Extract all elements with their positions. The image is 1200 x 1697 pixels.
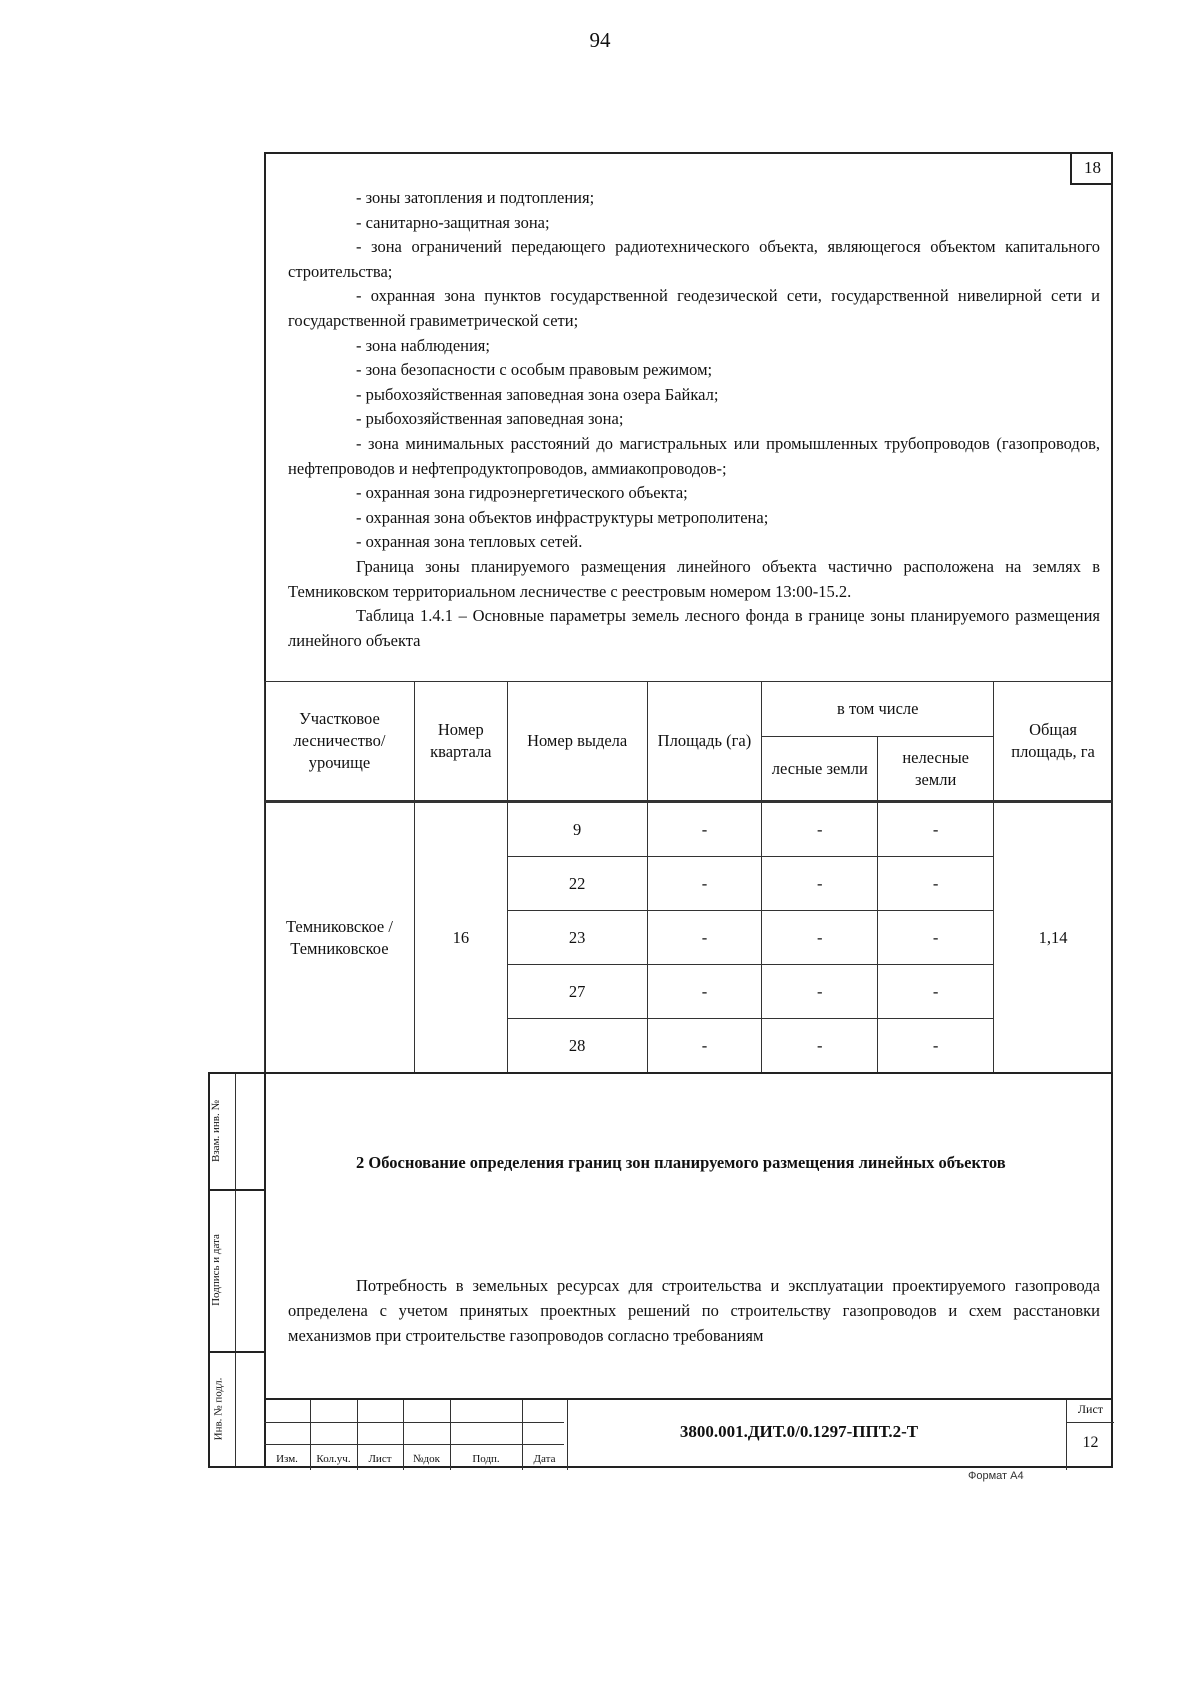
forest-cell: -: [762, 911, 878, 965]
forest-cell: -: [762, 802, 878, 857]
table-caption: Таблица 1.4.1 – Основные параметры земель лесного фонда в границе зоны планируемого размещения линейного объекта: [288, 606, 1100, 650]
nonforest-cell: -: [878, 911, 994, 965]
table-row: [265, 802, 1113, 857]
sheet-corner-number: 18: [1070, 152, 1113, 185]
list-item: - охранная зона тепловых сетей.: [356, 532, 583, 552]
allotment-cell: 27: [507, 965, 647, 1019]
nonforest-cell: -: [878, 965, 994, 1019]
title-block: [264, 1398, 1113, 1470]
list-item: - охранная зона объектов инфраструктуры метрополитена;: [356, 507, 769, 527]
boundary-paragraph: Граница зоны планируемого размещения линейного объекта частично расположена на землях в Темниковском территориальном лесничестве с реестровым номером 13:00-15.2.: [288, 556, 1100, 601]
nonforest-cell: -: [878, 1019, 994, 1074]
list-item: - зона наблюдения;: [356, 335, 490, 355]
side-label-inventory: Инв. № подл.: [212, 1377, 225, 1440]
header-allotment: Номер выдела: [507, 682, 647, 802]
header-forestry: Участковое лесничество/урочище: [265, 682, 415, 802]
sheet-number: 12: [1082, 1434, 1099, 1451]
side-cell-signature: [210, 1191, 266, 1353]
area-cell: -: [647, 965, 762, 1019]
col-label-date: Дата: [533, 1453, 556, 1465]
area-cell: -: [647, 802, 762, 857]
header-area: Площадь (га): [647, 682, 762, 802]
side-stamp-strip: [208, 1072, 264, 1468]
col-label-count: Кол.уч.: [316, 1453, 351, 1465]
side-cell-replace: [210, 1074, 266, 1191]
side-label-signature: Подпись и дата: [209, 1234, 222, 1306]
list-item: - зона безопасности с особым правовым режимом;: [356, 360, 713, 380]
header-nonforest-land: нелесные земли: [878, 737, 994, 802]
header-including: в том числе: [762, 682, 994, 737]
page-number: 94: [589, 28, 611, 52]
total-cell: 1,14: [994, 802, 1113, 1074]
section-paragraph: Потребность в земельных ресурсах для строительства и эксплуатации проектируемого газопровода определена с учетом принятых проектных решений по строительству газопроводов и схем расстановки механизмов при строительстве газопроводов согласно требованиям: [288, 1276, 1100, 1345]
allotment-cell: 22: [507, 857, 647, 911]
allotment-cell: 23: [507, 911, 647, 965]
header-forest-land: лесные земли: [762, 737, 878, 802]
list-item: - охранная зона пунктов государственной геодезической сети, государственной нивелирной сети и государственной гравиметрической сети;: [288, 286, 1100, 330]
list-item: - рыбохозяйственная заповедная зона озера Байкал;: [356, 384, 719, 404]
area-cell: -: [647, 1019, 762, 1074]
side-label-replace: Взам. инв. №: [210, 1099, 222, 1162]
nonforest-cell: -: [878, 802, 994, 857]
quarter-cell: 16: [414, 802, 507, 1074]
header-quarter: Номер квартала: [414, 682, 507, 802]
area-cell: -: [647, 911, 762, 965]
sheet-number-box: [1066, 1400, 1114, 1470]
col-label-sheet: Лист: [368, 1453, 392, 1465]
allotment-cell: 28: [507, 1019, 647, 1074]
zone-list: [288, 186, 1100, 653]
section-heading: 2 Обоснование определения границ зон планируемого размещения линейных объектов: [356, 1153, 1006, 1172]
sheet-label: Лист: [1077, 1402, 1104, 1416]
document-code: 3800.001.ДИТ.0/0.1297-ППТ.2-Т: [679, 1422, 919, 1441]
list-item: - зоны затопления и подтопления;: [356, 188, 595, 207]
col-label-signature: Подп.: [472, 1453, 500, 1465]
format-label: Формат А4: [968, 1470, 1024, 1482]
list-item: - зона ограничений передающего радиотехнического объекта, являющегося объектом капитального строительства;: [288, 237, 1100, 281]
side-cell-inventory: [210, 1353, 266, 1466]
col-label-docnum: №док: [413, 1453, 440, 1465]
list-item: - охранная зона гидроэнергетического объекта;: [356, 483, 688, 503]
forest-land-table: [264, 681, 1113, 1074]
forest-cell: -: [762, 965, 878, 1019]
forest-cell: -: [762, 857, 878, 911]
forestry-cell: Темниковское / Темниковское: [265, 802, 415, 1074]
col-label-change: Изм.: [276, 1453, 298, 1465]
list-item: - санитарно-защитная зона;: [356, 212, 550, 232]
allotment-cell: 9: [507, 802, 647, 857]
area-cell: -: [647, 857, 762, 911]
list-item: - рыбохозяйственная заповедная зона;: [356, 409, 624, 429]
list-item: - зона минимальных расстояний до магистральных или промышленных трубопроводов (газопроводов, нефтепроводов и нефтепродуктопроводов, аммиакопроводов-;: [288, 433, 1100, 478]
forest-cell: -: [762, 1019, 878, 1074]
header-total: Общая площадь, га: [994, 682, 1113, 802]
nonforest-cell: -: [878, 857, 994, 911]
